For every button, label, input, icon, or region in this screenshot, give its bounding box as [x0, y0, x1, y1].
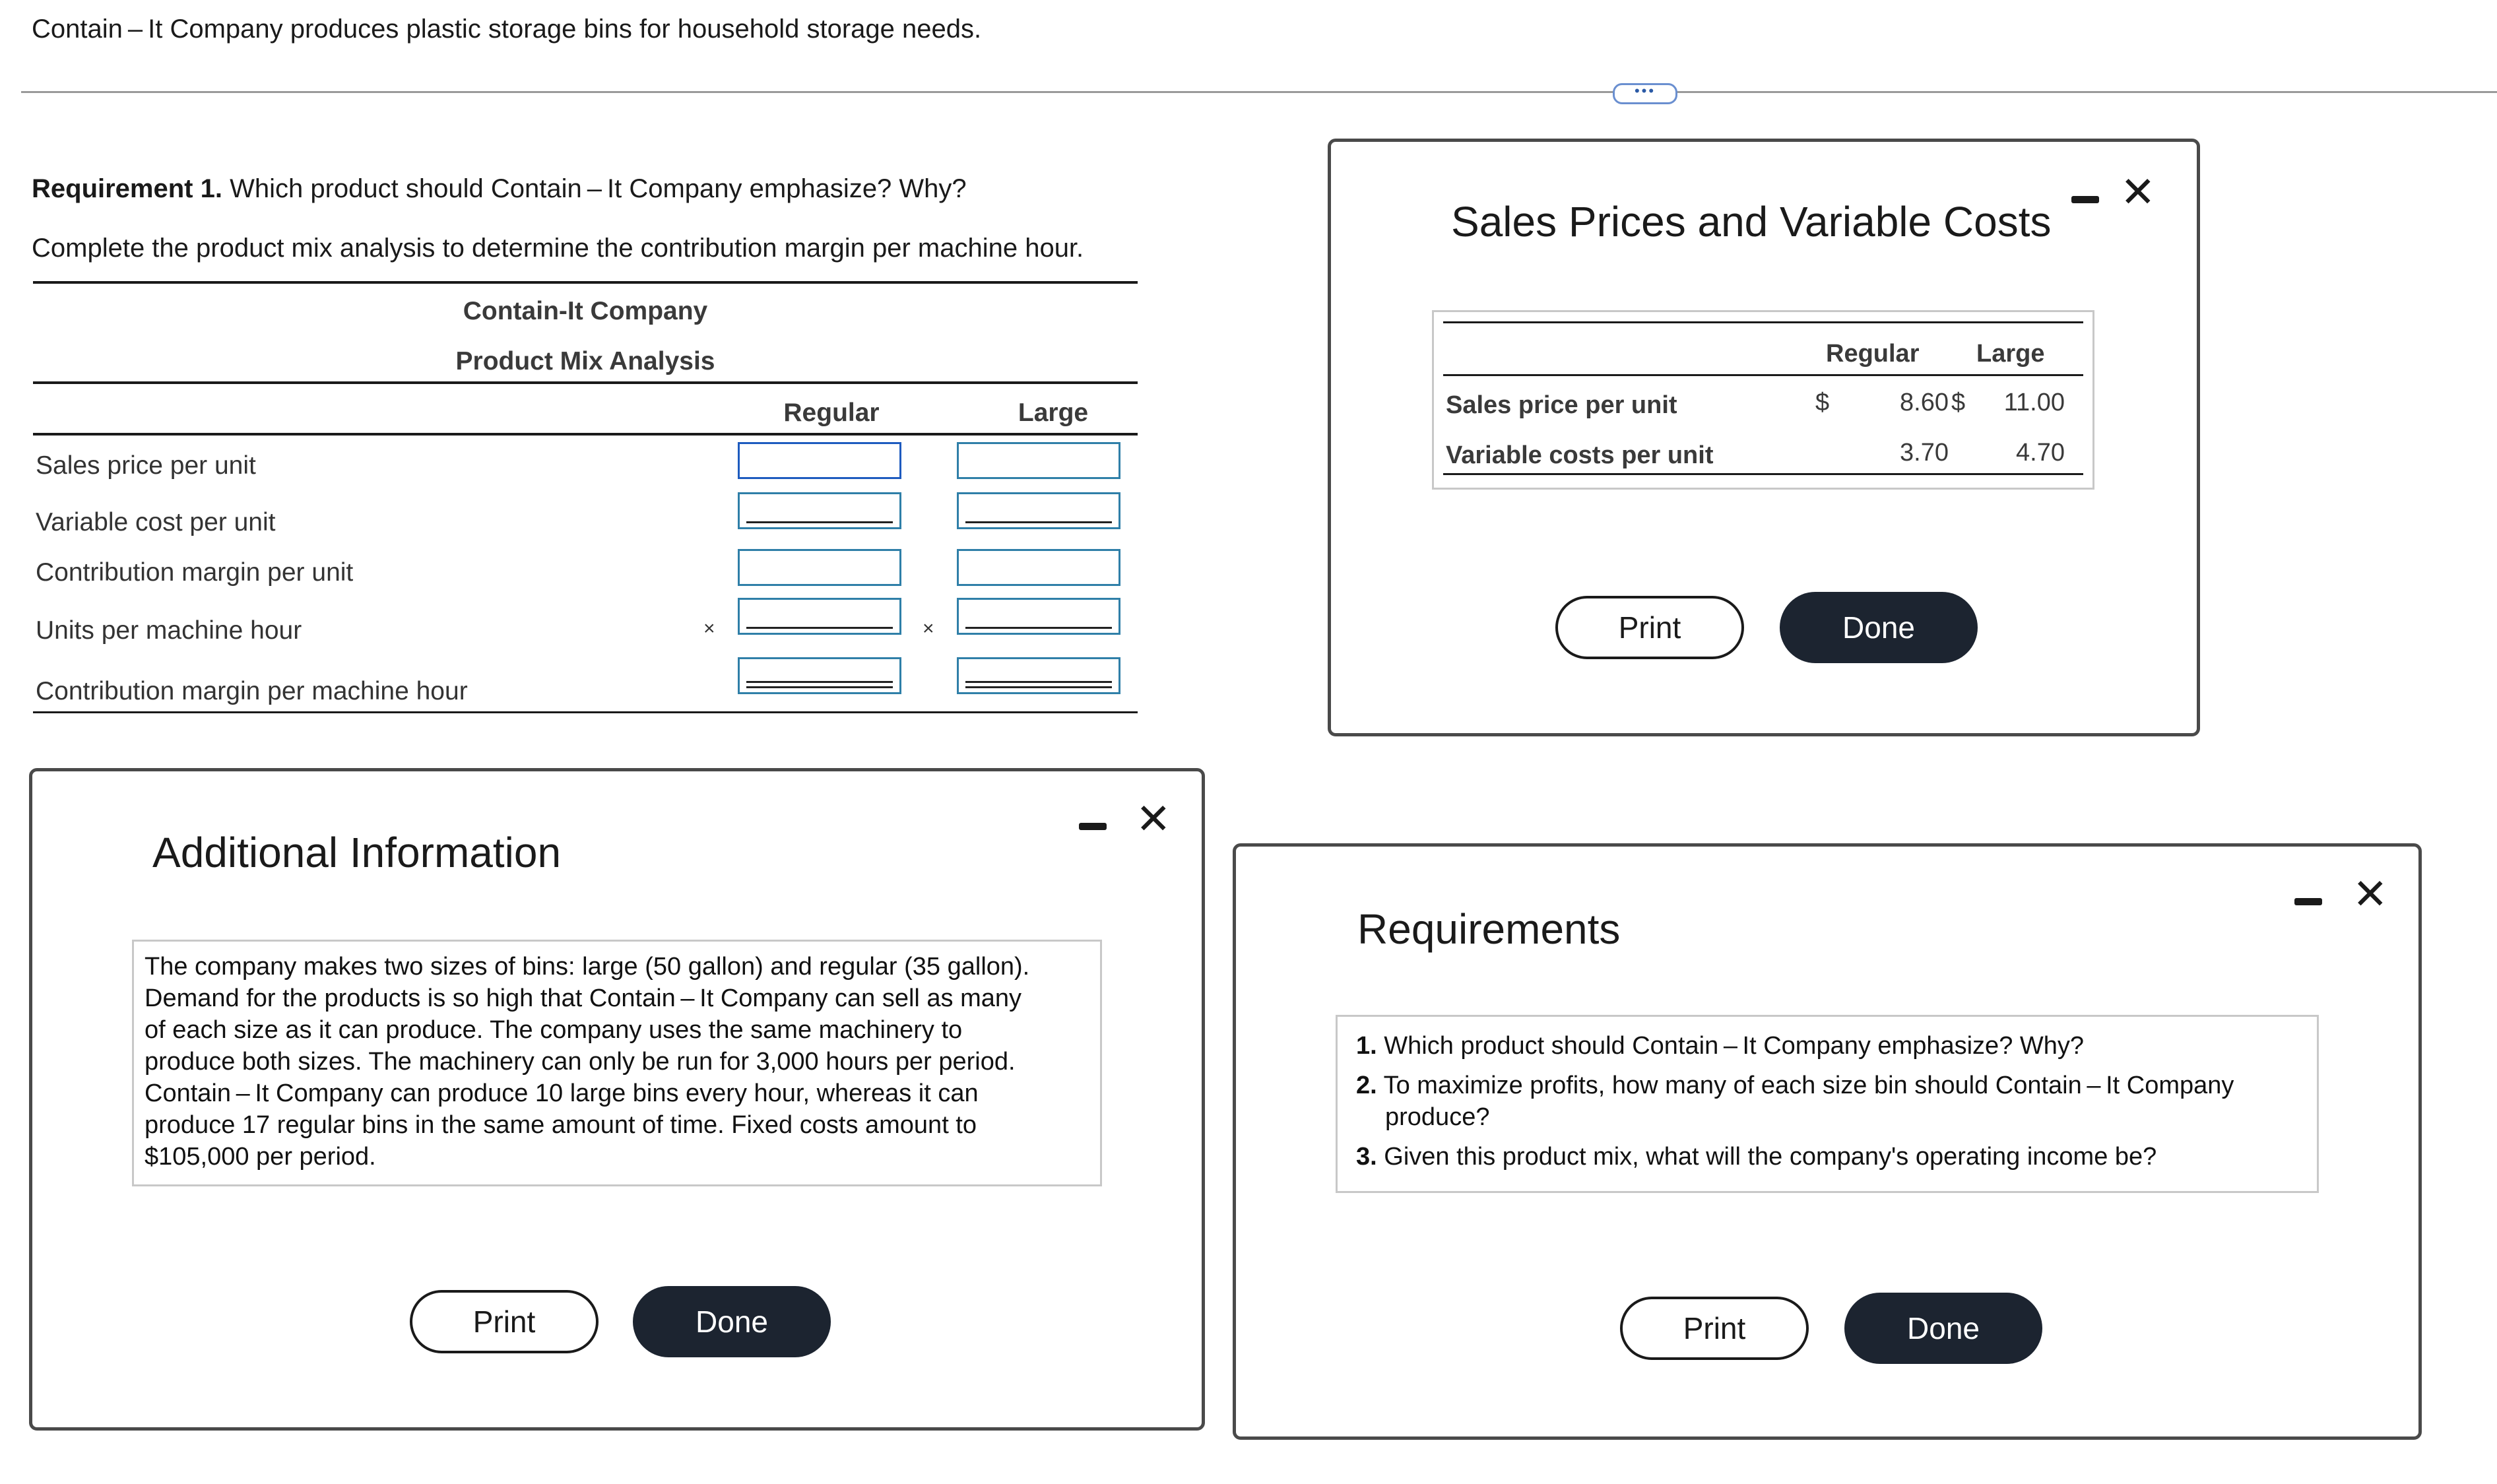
- sp-top-rule: [1443, 321, 2083, 323]
- problem-intro: Contain – It Company produces plastic storage bins for household storage needs.: [32, 15, 982, 44]
- sp-regular-variable-cost: 3.70: [1900, 439, 1949, 467]
- list-item: [1356, 1070, 2300, 1101]
- requirement-number: 3.: [1356, 1143, 1377, 1171]
- sp-header-regular: Regular: [1826, 340, 1920, 368]
- requirement-text: Given this product mix, what will the company's operating income be?: [1377, 1143, 2157, 1171]
- info-line: of each size as it can produce. The company uses the same machinery to: [145, 1016, 963, 1044]
- minimize-icon[interactable]: [2071, 196, 2099, 203]
- input-large-units-per-hour[interactable]: [957, 598, 1120, 635]
- requirement-number: 1.: [1356, 1032, 1377, 1060]
- input-regular-contribution-margin[interactable]: [738, 549, 901, 586]
- requirement-text: Which product should Contain – It Company emphasize? Why?: [1377, 1032, 2085, 1060]
- requirements-done-button[interactable]: Done: [1844, 1293, 2042, 1364]
- info-line: Contain – It Company can produce 10 large bins every hour, whereas it can: [145, 1080, 979, 1107]
- sales-done-button[interactable]: Done: [1780, 592, 1978, 663]
- expand-content-button[interactable]: •••: [1613, 83, 1677, 104]
- table-title: Product Mix Analysis: [455, 347, 715, 375]
- info-line: The company makes two sizes of bins: large (50 gallon) and regular (35 gallon).: [145, 953, 1030, 981]
- requirements-dialog-title: Requirements: [1357, 905, 1621, 953]
- info-line: produce 17 regular bins in the same amount of time. Fixed costs amount to: [145, 1111, 977, 1139]
- table-title-rule: [33, 381, 1138, 384]
- requirement-text-continued: produce?: [1385, 1103, 1490, 1131]
- close-icon[interactable]: ✕: [1136, 795, 1171, 843]
- sp-large-sales-price: 11.00: [2003, 389, 2065, 416]
- requirement-1-label: Requirement 1.: [32, 174, 222, 203]
- list-item: [1356, 1030, 2300, 1062]
- table-company-name: Contain-It Company: [463, 297, 708, 325]
- table-top-rule: [33, 281, 1138, 284]
- table-header-rule: [33, 433, 1138, 436]
- requirement-number: 2.: [1356, 1072, 1377, 1099]
- row-label-variable-cost: Variable cost per unit: [36, 508, 276, 536]
- input-regular-units-per-hour[interactable]: [738, 598, 901, 635]
- row-label-cm-per-hour: Contribution margin per machine hour: [36, 677, 468, 705]
- row-label-sales-price: Sales price per unit: [36, 451, 256, 480]
- info-line: Demand for the products is so high that Contain – It Company can sell as many: [145, 984, 1022, 1012]
- input-regular-variable-cost[interactable]: [738, 492, 901, 529]
- input-large-contribution-margin[interactable]: [957, 549, 1120, 586]
- multiply-sign-regular: ×: [703, 618, 715, 639]
- sales-dialog-title: Sales Prices and Variable Costs: [1451, 198, 2052, 245]
- sp-header-rule: [1443, 374, 2083, 376]
- requirements-list: [1336, 1015, 2319, 1193]
- minimize-icon[interactable]: [2294, 898, 2322, 905]
- sp-header-large: Large: [1976, 340, 2045, 368]
- requirements-print-button[interactable]: Print: [1620, 1297, 1809, 1360]
- info-line: $105,000 per period.: [145, 1143, 376, 1171]
- requirement-text: To maximize profits, how many of each size bin should Contain – It Company: [1377, 1072, 2234, 1099]
- table-bottom-rule: [33, 711, 1138, 713]
- requirement-1-text: Which product should Contain – It Company emphasize? Why?: [222, 174, 967, 203]
- row-label-units-per-hour: Units per machine hour: [36, 616, 302, 645]
- sp-currency-regular: $: [1815, 389, 1830, 416]
- list-item: [1356, 1141, 2300, 1173]
- sp-regular-sales-price: 8.60: [1900, 389, 1949, 416]
- instruction-text: Complete the product mix analysis to determine the contribution margin per machine hour.: [32, 234, 1084, 263]
- additional-done-button[interactable]: Done: [633, 1286, 831, 1357]
- additional-dialog-title: Additional Information: [152, 829, 562, 876]
- minimize-icon[interactable]: [1079, 823, 1107, 830]
- input-regular-sales-price[interactable]: [738, 442, 901, 479]
- divider: [21, 91, 2497, 93]
- sp-large-variable-cost: 4.70: [2016, 439, 2065, 467]
- input-regular-cm-per-hour[interactable]: [738, 657, 901, 694]
- input-large-sales-price[interactable]: [957, 442, 1120, 479]
- input-large-variable-cost[interactable]: [957, 492, 1120, 529]
- column-header-large: Large: [1018, 399, 1089, 427]
- multiply-sign-large: ×: [923, 618, 934, 639]
- row-label-contribution-margin: Contribution margin per unit: [36, 558, 354, 587]
- column-header-regular: Regular: [783, 399, 880, 427]
- sales-prices-table: [1432, 310, 2094, 490]
- sales-print-button[interactable]: Print: [1555, 596, 1744, 659]
- close-icon[interactable]: ✕: [2352, 870, 2388, 918]
- sp-row-variable-costs: Variable costs per unit: [1446, 441, 1714, 469]
- info-line: produce both sizes. The machinery can only be run for 3,000 hours per period.: [145, 1048, 1016, 1076]
- input-large-cm-per-hour[interactable]: [957, 657, 1120, 694]
- sp-row-sales-price: Sales price per unit: [1446, 391, 1677, 419]
- close-icon[interactable]: ✕: [2120, 168, 2156, 216]
- additional-info-text: [132, 940, 1102, 1186]
- additional-print-button[interactable]: Print: [410, 1290, 599, 1353]
- requirement-1-prompt: [32, 174, 967, 204]
- sp-currency-large: $: [1951, 389, 1966, 416]
- sp-bottom-rule: [1443, 473, 2083, 475]
